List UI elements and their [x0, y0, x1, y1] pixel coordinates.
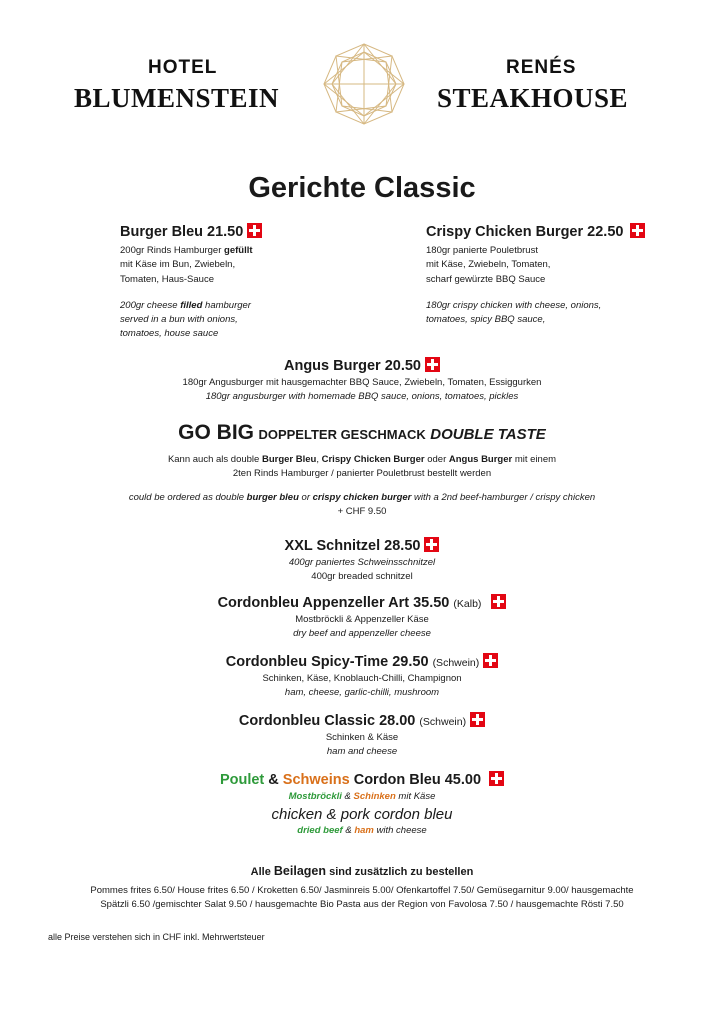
- cordonbleu-classic-block: [0, 712, 724, 760]
- cordonbleu-spicy-block: [0, 653, 724, 701]
- meat-type: (Schwein): [432, 657, 480, 669]
- dish-description-de: [120, 244, 262, 287]
- dish-description-de: 400gr paniertes Schweinsschnitzel: [288, 557, 436, 568]
- dish-name: [0, 653, 724, 670]
- meat-type: (Schwein): [419, 716, 467, 728]
- steakhouse-label: STEAKHOUSE: [437, 83, 629, 113]
- desc-line: + CHF 9.50: [337, 505, 387, 517]
- dish-description-en: [120, 299, 262, 342]
- dish-description-de: 180gr Angusburger mit hausgemachter BBQ Sauce, Zwiebeln, Tomaten, Essiggurken: [182, 377, 542, 388]
- dish-name: [0, 537, 724, 554]
- chicken-pork-cordonbleu-block: [0, 771, 724, 839]
- double-flavor-label-de: DOPPELTER GESCHMACK: [258, 427, 426, 442]
- desc-line: scharf gewürzte BBQ Sauce: [426, 273, 546, 285]
- swiss-cross-icon: [630, 223, 645, 238]
- swiss-cross-icon: [425, 357, 440, 372]
- sides-block: [0, 864, 724, 913]
- go-big-description-en: [0, 491, 724, 520]
- dish-name-text: Cordonbleu Spicy-Time 29.50: [225, 654, 429, 670]
- go-big-description-de: [0, 453, 724, 482]
- dish-title-en: chicken & pork cordon bleu: [271, 806, 453, 824]
- desc-line: served in a bun with onions,: [120, 314, 238, 326]
- renes-label: RENÉS: [506, 57, 577, 78]
- dish-description-de: Mostbröckli & Appenzeller Käse: [295, 614, 429, 625]
- meat-type: (Kalb): [453, 598, 482, 610]
- dish-description-en: 180gr angusburger with homemade BBQ sauce, onions, tomatoes, pickles: [205, 391, 519, 403]
- crispy-chicken-block: [426, 223, 645, 327]
- page-title: Gerichte Classic: [248, 172, 476, 204]
- hotel-label: HOTEL: [148, 57, 218, 78]
- dish-description-en: dry beef and appenzeller cheese: [293, 628, 431, 640]
- dish-name-text: Angus Burger 20.50: [284, 358, 421, 374]
- dish-name: [0, 712, 724, 729]
- dish-name-text: Burger Bleu 21.50: [120, 224, 244, 240]
- price-note: alle Preise verstehen sich in CHF inkl. Mehrwertsteuer: [48, 932, 265, 942]
- swiss-cross-icon: [489, 771, 504, 786]
- swiss-cross-icon: [470, 712, 485, 727]
- dish-name-text: Cordonbleu Appenzeller Art 35.50: [217, 595, 450, 611]
- dish-name: [426, 223, 645, 240]
- desc-line: mit Käse, Zwiebeln, Tomaten,: [426, 259, 551, 271]
- swiss-cross-icon: [491, 594, 506, 609]
- dish-description-en: dried beef & ham with cheese: [297, 825, 427, 837]
- swiss-cross-icon: [424, 537, 439, 552]
- desc-line: 2ten Rinds Hamburger / panierter Pouletbrust bestellt werden: [232, 468, 492, 480]
- dish-description-en: [426, 299, 645, 328]
- blumenstein-label: BLUMENSTEIN: [74, 83, 280, 113]
- desc-line: 200gr Rinds Hamburger gefüllt: [120, 245, 253, 256]
- dish-name: [120, 223, 262, 240]
- sides-title: Alle Beilagen sind zusätzlich zu bestellen: [250, 864, 474, 878]
- dish-description-en: ham, cheese, garlic-chilli, mushroom: [284, 687, 440, 699]
- desc-line: could be ordered as double burger bleu or crispy chicken burger with a 2nd beef-hamburger / crispy chicken: [128, 491, 596, 503]
- dish-description-de: Schinken, Käse, Knoblauch-Chilli, Champignon: [262, 673, 462, 684]
- dish-name: [0, 357, 724, 374]
- dish-name: [0, 594, 724, 611]
- go-big-heading: [0, 421, 724, 445]
- swiss-cross-icon: [483, 653, 498, 668]
- swiss-cross-icon: [247, 223, 262, 238]
- dish-name-text: Crispy Chicken Burger 22.50: [426, 224, 624, 240]
- go-big-label: GO BIG: [178, 421, 255, 444]
- dish-name: Poulet & Schweins Cordon Bleu 45.00: [0, 771, 724, 788]
- desc-line: Kann auch als double Burger Bleu, Crispy Chicken Burger oder Angus Burger mit einem: [167, 454, 557, 465]
- desc-line: 180gr panierte Pouletbrust: [426, 245, 538, 256]
- desc-line: tomatoes, house sauce: [120, 328, 219, 340]
- desc-line: tomatoes, spicy BBQ sauce,: [426, 314, 546, 326]
- dish-description-de: Mostbröckli & Schinken mit Käse: [288, 791, 436, 802]
- dish-description-de: Schinken & Käse: [325, 732, 399, 743]
- double-taste-label-en: DOUBLE TASTE: [430, 426, 546, 443]
- schnitzel-block: [0, 537, 724, 585]
- cordonbleu-appenzeller-block: [0, 594, 724, 642]
- sides-list-line: Pommes frites 6.50/ House frites 6.50 / Kroketten 6.50/ Jasminreis 5.00/ Ofenkartoffel 7.50/ Gemüsegarnitur 9.00/ hausgemachte: [90, 885, 634, 896]
- desc-line: 200gr cheese filled hamburger: [120, 299, 251, 311]
- desc-line: Tomaten, Haus-Sauce: [120, 273, 214, 285]
- desc-line: 180gr crispy chicken with cheese, onions,: [426, 299, 602, 311]
- dish-description-en: ham and cheese: [326, 746, 398, 758]
- sides-list-line: Spätzli 6.50 /gemischter Salat 9.50 / hausgemachte Bio Pasta aus der Region von Favolosa 7.50 / hausgemachte Rösti 7.50: [100, 899, 624, 911]
- diamond-logo-icon: [322, 42, 406, 126]
- go-big-block: [0, 421, 724, 519]
- dish-description-en: 400gr breaded schnitzel: [311, 571, 413, 583]
- dish-name-text: XXL Schnitzel 28.50: [284, 538, 421, 554]
- desc-line: mit Käse im Bun, Zwiebeln,: [120, 259, 236, 271]
- angus-burger-block: [0, 357, 724, 405]
- dish-name-text: Cordonbleu Classic 28.00: [238, 713, 416, 729]
- dish-description-de: [426, 244, 645, 287]
- burger-bleu-block: [120, 223, 262, 342]
